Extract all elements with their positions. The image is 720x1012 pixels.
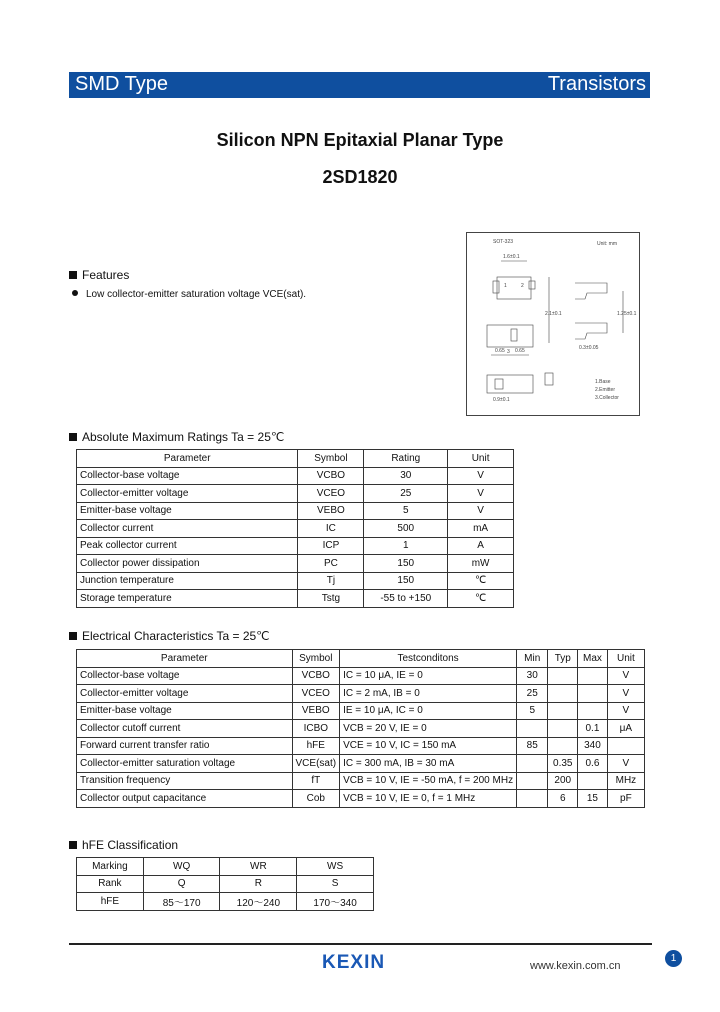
- table-cell: Rank: [77, 875, 144, 893]
- pin-1-label: 1.Base: [595, 379, 611, 385]
- table-cell: IC = 10 μA, IE = 0: [340, 667, 517, 685]
- table-row: [77, 467, 514, 485]
- table-cell: A: [448, 537, 514, 555]
- svg-text:1.6±0.1: 1.6±0.1: [503, 254, 520, 260]
- table-cell: WS: [297, 858, 374, 876]
- table-cell: [607, 737, 644, 755]
- svg-text:0.9±0.1: 0.9±0.1: [493, 397, 510, 403]
- table-cell: Collector power dissipation: [77, 555, 298, 573]
- table-cell: WQ: [143, 858, 220, 876]
- table-cell: VCBO: [298, 467, 364, 485]
- table-row: [77, 502, 514, 520]
- table-cell: VCB = 10 V, IE = 0, f = 1 MHz: [340, 790, 517, 808]
- table-cell: 0.35: [548, 755, 578, 773]
- header-category: Transistors: [547, 73, 646, 95]
- svg-text:2: 2: [521, 283, 524, 289]
- table-cell: 500: [364, 520, 448, 538]
- table-cell: 200: [548, 772, 578, 790]
- column-header: Rating: [364, 450, 448, 468]
- table-header-row: [77, 450, 514, 468]
- table-cell: Junction temperature: [77, 572, 298, 590]
- table-cell: [578, 702, 608, 720]
- table-cell: 5: [517, 702, 548, 720]
- header-banner: [69, 72, 650, 98]
- table-cell: [517, 720, 548, 738]
- column-header: Symbol: [298, 450, 364, 468]
- table-cell: Collector cutoff current: [77, 720, 293, 738]
- table-cell: [548, 702, 578, 720]
- column-header: Symbol: [292, 650, 340, 668]
- table-cell: VCEO: [292, 685, 340, 703]
- table-cell: 1: [364, 537, 448, 555]
- table-cell: hFE: [77, 893, 144, 911]
- table-cell: ℃: [448, 572, 514, 590]
- table-cell: ICBO: [292, 720, 340, 738]
- table-cell: Collector current: [77, 520, 298, 538]
- table-cell: Tj: [298, 572, 364, 590]
- table-cell: [517, 755, 548, 773]
- table-row: [77, 702, 645, 720]
- table-cell: Collector-base voltage: [77, 667, 293, 685]
- table-cell: V: [607, 685, 644, 703]
- svg-text:0.65: 0.65: [495, 348, 505, 354]
- page-title: Silicon NPN Epitaxial Planar Type: [216, 130, 504, 150]
- page-number: 1: [665, 950, 682, 967]
- website-link[interactable]: www.kexin.com.cn: [530, 960, 621, 972]
- table-cell: IC: [298, 520, 364, 538]
- table-row: [77, 858, 374, 876]
- table-row: [77, 520, 514, 538]
- table-cell: hFE: [292, 737, 340, 755]
- table-cell: R: [220, 875, 297, 893]
- table-cell: [578, 685, 608, 703]
- table-cell: VCE = 10 V, IC = 150 mA: [340, 737, 517, 755]
- table-cell: [517, 790, 548, 808]
- abs-max-heading: Absolute Maximum Ratings Ta = 25℃: [69, 430, 284, 444]
- svg-text:1.25±0.1: 1.25±0.1: [617, 311, 637, 317]
- table-cell: IE = 10 μA, IC = 0: [340, 702, 517, 720]
- table-cell: Peak collector current: [77, 537, 298, 555]
- table-cell: 170～340: [297, 893, 374, 911]
- table-cell: Storage temperature: [77, 590, 298, 608]
- table-cell: V: [448, 502, 514, 520]
- svg-text:0.65: 0.65: [515, 348, 525, 354]
- table-cell: pF: [607, 790, 644, 808]
- table-cell: PC: [298, 555, 364, 573]
- table-row: [77, 572, 514, 590]
- table-cell: V: [607, 667, 644, 685]
- table-cell: Collector-emitter voltage: [77, 685, 293, 703]
- table-cell: Collector output capacitance: [77, 790, 293, 808]
- header-type: SMD Type: [75, 73, 168, 95]
- table-cell: ICP: [298, 537, 364, 555]
- footer-divider: [69, 943, 652, 945]
- column-header: Testconditons: [340, 650, 517, 668]
- hfe-table: [76, 857, 374, 911]
- table-cell: Tstg: [298, 590, 364, 608]
- column-header: Parameter: [77, 450, 298, 468]
- svg-text:2.1±0.1: 2.1±0.1: [545, 311, 562, 317]
- package-unit: Unit: mm: [597, 241, 617, 247]
- table-cell: MHz: [607, 772, 644, 790]
- table-cell: VCEO: [298, 485, 364, 503]
- column-header: Min: [517, 650, 548, 668]
- table-cell: Emitter-base voltage: [77, 502, 298, 520]
- table-cell: 30: [517, 667, 548, 685]
- table-cell: mW: [448, 555, 514, 573]
- table-cell: μA: [607, 720, 644, 738]
- table-cell: V: [448, 467, 514, 485]
- table-cell: 150: [364, 555, 448, 573]
- table-cell: VEBO: [292, 702, 340, 720]
- pin-2-label: 2.Emitter: [595, 387, 616, 393]
- table-cell: VCB = 20 V, IE = 0: [340, 720, 517, 738]
- table-cell: Cob: [292, 790, 340, 808]
- column-header: Unit: [607, 650, 644, 668]
- square-bullet-icon: [69, 841, 77, 849]
- table-cell: [548, 737, 578, 755]
- table-row: [77, 755, 645, 773]
- abs-max-table: [76, 449, 514, 608]
- table-cell: Collector-emitter saturation voltage: [77, 755, 293, 773]
- table-row: [77, 737, 645, 755]
- table-cell: WR: [220, 858, 297, 876]
- features-heading: Features: [69, 268, 129, 282]
- table-cell: VEBO: [298, 502, 364, 520]
- table-cell: [548, 667, 578, 685]
- table-cell: -55 to +150: [364, 590, 448, 608]
- table-cell: Collector-base voltage: [77, 467, 298, 485]
- table-cell: 30: [364, 467, 448, 485]
- package-name: SOT-323: [493, 239, 514, 245]
- table-cell: 5: [364, 502, 448, 520]
- table-cell: [548, 685, 578, 703]
- table-row: [77, 537, 514, 555]
- table-row: [77, 720, 645, 738]
- dot-bullet-icon: [72, 290, 78, 296]
- table-cell: VCBO: [292, 667, 340, 685]
- table-cell: Transition frequency: [77, 772, 293, 790]
- table-cell: 25: [517, 685, 548, 703]
- table-row: [77, 485, 514, 503]
- table-cell: Emitter-base voltage: [77, 702, 293, 720]
- table-cell: 15: [578, 790, 608, 808]
- square-bullet-icon: [69, 632, 77, 640]
- table-cell: ℃: [448, 590, 514, 608]
- hfe-heading: hFE Classification: [69, 838, 178, 852]
- table-cell: VCE(sat): [292, 755, 340, 773]
- table-cell: Marking: [77, 858, 144, 876]
- table-row: [77, 667, 645, 685]
- column-header: Parameter: [77, 650, 293, 668]
- table-cell: 25: [364, 485, 448, 503]
- kexin-logo: KEXIN: [322, 952, 386, 973]
- table-cell: VCB = 10 V, IE = -50 mA, f = 200 MHz: [340, 772, 517, 790]
- part-number: 2SD1820: [322, 167, 398, 187]
- column-header: Typ: [548, 650, 578, 668]
- package-drawing: [466, 232, 640, 416]
- elec-heading: Electrical Characteristics Ta = 25℃: [69, 629, 270, 643]
- table-cell: 85: [517, 737, 548, 755]
- table-cell: 120～240: [220, 893, 297, 911]
- table-cell: V: [607, 702, 644, 720]
- table-cell: Q: [143, 875, 220, 893]
- table-cell: Collector-emitter voltage: [77, 485, 298, 503]
- table-cell: [578, 667, 608, 685]
- table-row: [77, 790, 645, 808]
- svg-text:3: 3: [507, 349, 510, 355]
- column-header: Unit: [448, 450, 514, 468]
- table-cell: 150: [364, 572, 448, 590]
- package-outline-svg: [467, 233, 639, 415]
- table-header-row: [77, 650, 645, 668]
- table-cell: 6: [548, 790, 578, 808]
- table-cell: V: [448, 485, 514, 503]
- feature-item: Low collector-emitter saturation voltage VCE(sat).: [72, 289, 306, 300]
- column-header: Max: [578, 650, 608, 668]
- table-row: [77, 590, 514, 608]
- table-row: [77, 772, 645, 790]
- table-cell: 340: [578, 737, 608, 755]
- pin-3-label: 3.Collector: [595, 395, 619, 401]
- elec-char-table: [76, 649, 645, 808]
- table-cell: 0.6: [578, 755, 608, 773]
- table-row: [77, 875, 374, 893]
- table-row: [77, 555, 514, 573]
- svg-text:0.3±0.05: 0.3±0.05: [579, 345, 599, 351]
- table-row: [77, 685, 645, 703]
- table-cell: [517, 772, 548, 790]
- svg-text:1: 1: [504, 283, 507, 289]
- table-cell: 85～170: [143, 893, 220, 911]
- square-bullet-icon: [69, 271, 77, 279]
- table-cell: 0.1: [578, 720, 608, 738]
- table-cell: [578, 772, 608, 790]
- table-cell: V: [607, 755, 644, 773]
- table-cell: fT: [292, 772, 340, 790]
- square-bullet-icon: [69, 433, 77, 441]
- table-cell: [548, 720, 578, 738]
- table-row: [77, 893, 374, 911]
- table-cell: S: [297, 875, 374, 893]
- table-cell: IC = 300 mA, IB = 30 mA: [340, 755, 517, 773]
- table-cell: IC = 2 mA, IB = 0: [340, 685, 517, 703]
- table-cell: Forward current transfer ratio: [77, 737, 293, 755]
- table-cell: mA: [448, 520, 514, 538]
